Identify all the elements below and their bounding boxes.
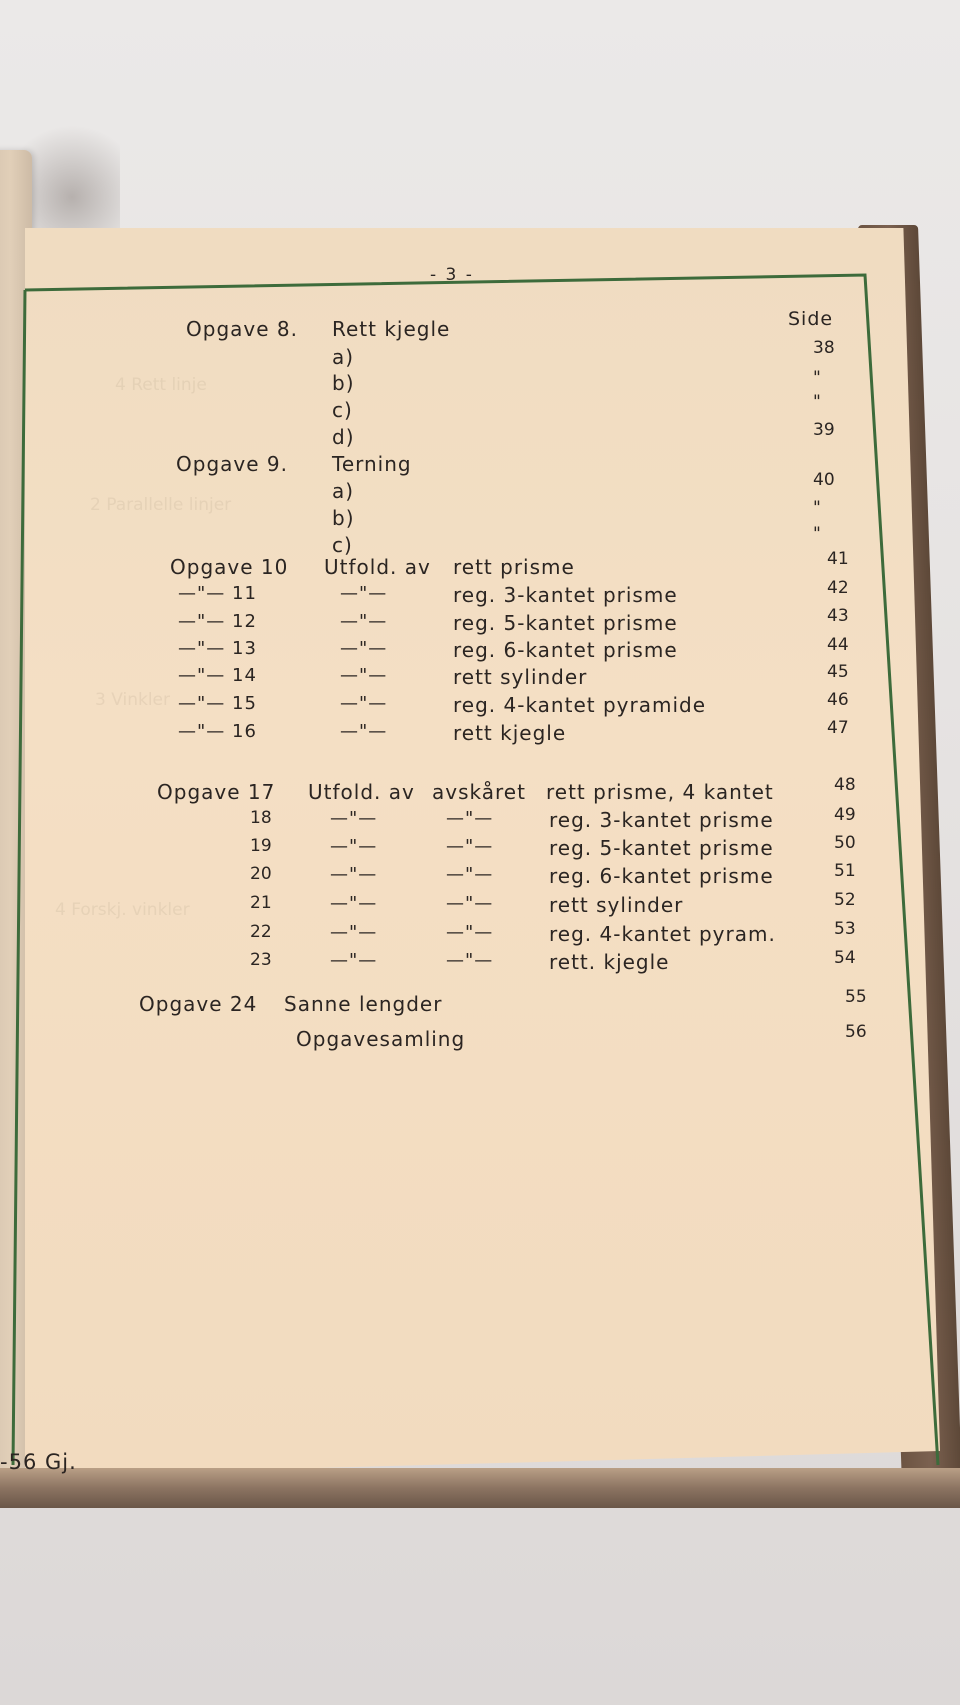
entry-title: Opgavesamling [296,1027,466,1051]
entry-desc: rett prisme, 4 kantet [546,780,774,804]
entry-col3: —"— [446,922,494,943]
bleed-text: 3 Vinkler [95,690,170,710]
entry-page: 51 [834,861,856,881]
bleed-text: 4 Rett linje [115,375,207,395]
entry-title: b) [332,371,355,395]
entry-label: —"— 11 [178,583,257,604]
side-header: Side [788,308,834,330]
entry-title: d) [332,425,355,449]
entry-page: 39 [813,420,835,440]
entry-col2: Utfold. av [324,555,431,579]
entry-page: 49 [834,805,856,825]
bleed-text: 4 Forskj. vinkler [55,900,190,920]
entry-col2: —"— [330,922,378,943]
entry-col2: —"— [330,836,378,857]
entry-label: —"— 12 [178,611,257,632]
entry-title: Terning [332,452,412,476]
entry-title: a) [332,479,355,503]
corner-note: -56 Gj. [0,1450,77,1474]
entry-label: —"— 13 [178,638,257,659]
entry-page: 53 [834,919,856,939]
entry-page: 48 [834,775,856,795]
entry-page: 50 [834,833,856,853]
entry-desc: reg. 4-kantet pyramide [453,693,706,717]
entry-desc: reg. 5-kantet prisme [549,836,774,860]
bleed-text: 2 Parallelle linjer [90,495,232,515]
entry-label: Opgave 24 [139,992,258,1016]
book-bottom-edge [0,1468,960,1508]
entry-label: 20 [250,864,272,884]
entry-col3: avskåret [432,780,526,804]
entry-desc: rett kjegle [453,721,567,745]
entry-desc: rett. kjegle [549,950,670,974]
entry-label: —"— 16 [178,721,257,742]
entry-title: a) [332,345,355,369]
entry-label: Opgave 10 [170,555,289,579]
entry-col2: Utfold. av [308,780,415,804]
entry-page: 41 [827,549,849,569]
entry-page: " [813,498,821,518]
entry-col2: —"— [340,693,388,714]
entry-col3: —"— [446,864,494,885]
entry-label: 19 [250,836,272,856]
entry-desc: rett prisme [453,555,575,579]
entry-col2: —"— [330,950,378,971]
entry-label: —"— 14 [178,665,257,686]
entry-label: 18 [250,808,272,828]
entry-page: 56 [845,1022,867,1042]
entry-label: Opgave 17 [157,780,276,804]
entry-page: 52 [834,890,856,910]
entry-page: 43 [827,606,849,626]
entry-label: —"— 15 [178,693,257,714]
entry-title: c) [332,398,353,422]
entry-label: 21 [250,893,272,913]
entry-page: " [813,392,821,412]
entry-col2: —"— [330,864,378,885]
entry-desc: reg. 6-kantet prisme [549,864,774,888]
entry-page: 47 [827,718,849,738]
entry-desc: reg. 4-kantet pyram. [549,922,776,946]
entry-col3: —"— [446,950,494,971]
entry-desc: rett sylinder [453,665,588,689]
entry-page: 38 [813,338,835,358]
entry-desc: reg. 5-kantet prisme [453,611,678,635]
entry-page: 45 [827,662,849,682]
entry-page: 55 [845,987,867,1007]
entry-page: " [813,524,821,544]
entry-desc: reg. 3-kantet prisme [549,808,774,832]
entry-desc: reg. 3-kantet prisme [453,583,678,607]
entry-col2: —"— [340,721,388,742]
entry-page: 44 [827,635,849,655]
entry-title: b) [332,506,355,530]
page-number: - 3 - [430,265,474,285]
entry-page: 40 [813,470,835,490]
entry-label: Opgave 9. [176,452,288,476]
entry-label: 23 [250,950,272,970]
entry-page: 46 [827,690,849,710]
entry-desc: rett sylinder [549,893,684,917]
entry-col2: —"— [340,583,388,604]
entry-title: Rett kjegle [332,317,451,341]
entry-col2: —"— [330,808,378,829]
entry-col3: —"— [446,808,494,829]
entry-col2: —"— [340,665,388,686]
entry-title: Sanne lengder [284,992,443,1016]
entry-col3: —"— [446,893,494,914]
entry-page: 54 [834,948,856,968]
entry-title: c) [332,533,353,557]
entry-col2: —"— [340,611,388,632]
entry-page: 42 [827,578,849,598]
entry-col2: —"— [340,638,388,659]
entry-desc: reg. 6-kantet prisme [453,638,678,662]
entry-label: 22 [250,922,272,942]
entry-col2: —"— [330,893,378,914]
entry-col3: —"— [446,836,494,857]
entry-page: " [813,368,821,388]
entry-label: Opgave 8. [186,317,298,341]
